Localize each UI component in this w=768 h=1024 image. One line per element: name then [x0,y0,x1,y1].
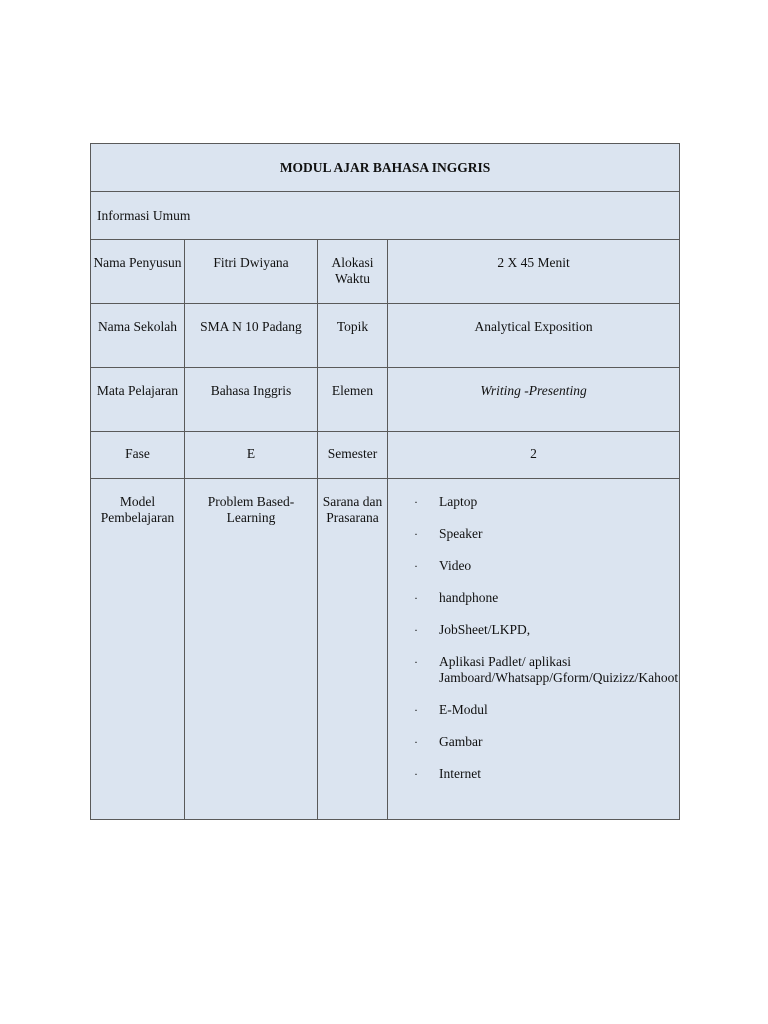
list-item-text: Internet [439,766,481,781]
list-item [408,558,675,574]
list-item-text: E-Modul [439,702,488,717]
table-row [91,432,680,479]
list-item-text: Video [439,558,472,573]
fase-value: E [246,446,256,461]
value-cell [185,368,318,432]
list-item-text: Speaker [439,526,483,541]
list-item [408,590,675,606]
list-item [408,526,675,542]
semester-label: Semester [327,446,378,461]
label-cell [91,479,185,820]
bullet-icon: · [414,767,418,781]
bullet-icon: · [414,591,418,605]
model-pembelajaran-label: Model Pembelajaran [100,494,175,525]
list-item-text: JobSheet/LKPD, [439,622,531,637]
value-cell [388,479,680,820]
table-row [91,368,680,432]
table-row [91,240,680,304]
label-cell [318,479,388,820]
topik-value: Analytical Exposition [474,319,593,334]
value-cell [185,479,318,820]
document-title: MODUL AJAR BAHASA INGGRIS [91,144,680,192]
label-cell [318,240,388,304]
nama-penyusun-label: Nama Penyusun [93,255,182,270]
list-item-text: Laptop [439,494,478,509]
nama-sekolah-label: Nama Sekolah [97,319,178,334]
label-cell [318,368,388,432]
list-item-text: handphone [439,590,499,605]
nama-sekolah-value: SMA N 10 Padang [200,319,302,334]
title-row [91,144,680,192]
model-pembelajaran-value: Problem Based-Learning [207,494,295,525]
label-cell [91,432,185,479]
modul-ajar-table [90,143,680,820]
semester-value: 2 [530,446,537,461]
sarana-prasarana-label: Sarana dan Prasarana [322,494,383,525]
value-cell [388,432,680,479]
bullet-icon: · [414,559,418,573]
label-cell [91,368,185,432]
bullet-icon: · [414,735,418,749]
nama-penyusun-value: Fitri Dwiyana [213,255,289,270]
table-row [91,304,680,368]
list-item [408,766,675,782]
mata-pelajaran-label: Mata Pelajaran [96,383,179,398]
alokasi-waktu-value: 2 X 45 Menit [497,255,570,270]
value-cell [185,304,318,368]
list-item-text: Gambar [439,734,483,749]
list-item [408,702,675,718]
value-cell [388,368,680,432]
bullet-icon: · [414,623,418,637]
list-item-text: Aplikasi Padlet/ aplikasi Jamboard/Whatsapp/Gform/Quizizz/Kahoot [439,654,679,685]
elemen-value: Writing -Presenting [480,383,587,398]
label-cell [91,304,185,368]
list-item [408,622,675,638]
list-item [408,654,679,686]
bullet-icon: · [414,495,418,509]
list-item [408,734,675,750]
elemen-label: Elemen [331,383,374,398]
value-cell [185,240,318,304]
fase-label: Fase [125,446,150,461]
mata-pelajaran-value: Bahasa Inggris [210,383,292,398]
sarana-list [388,479,679,782]
topik-label: Topik [336,319,369,334]
value-cell [388,304,680,368]
label-cell [318,432,388,479]
table-row [91,479,680,820]
value-cell [388,240,680,304]
label-cell [318,304,388,368]
bullet-icon: · [414,703,418,717]
list-item [408,494,675,510]
section-row [91,192,680,240]
bullet-icon: · [414,655,418,669]
section-heading: Informasi Umum [91,192,680,240]
alokasi-waktu-label: Alokasi Waktu [331,255,374,286]
value-cell [185,432,318,479]
label-cell [91,240,185,304]
bullet-icon: · [414,527,418,541]
